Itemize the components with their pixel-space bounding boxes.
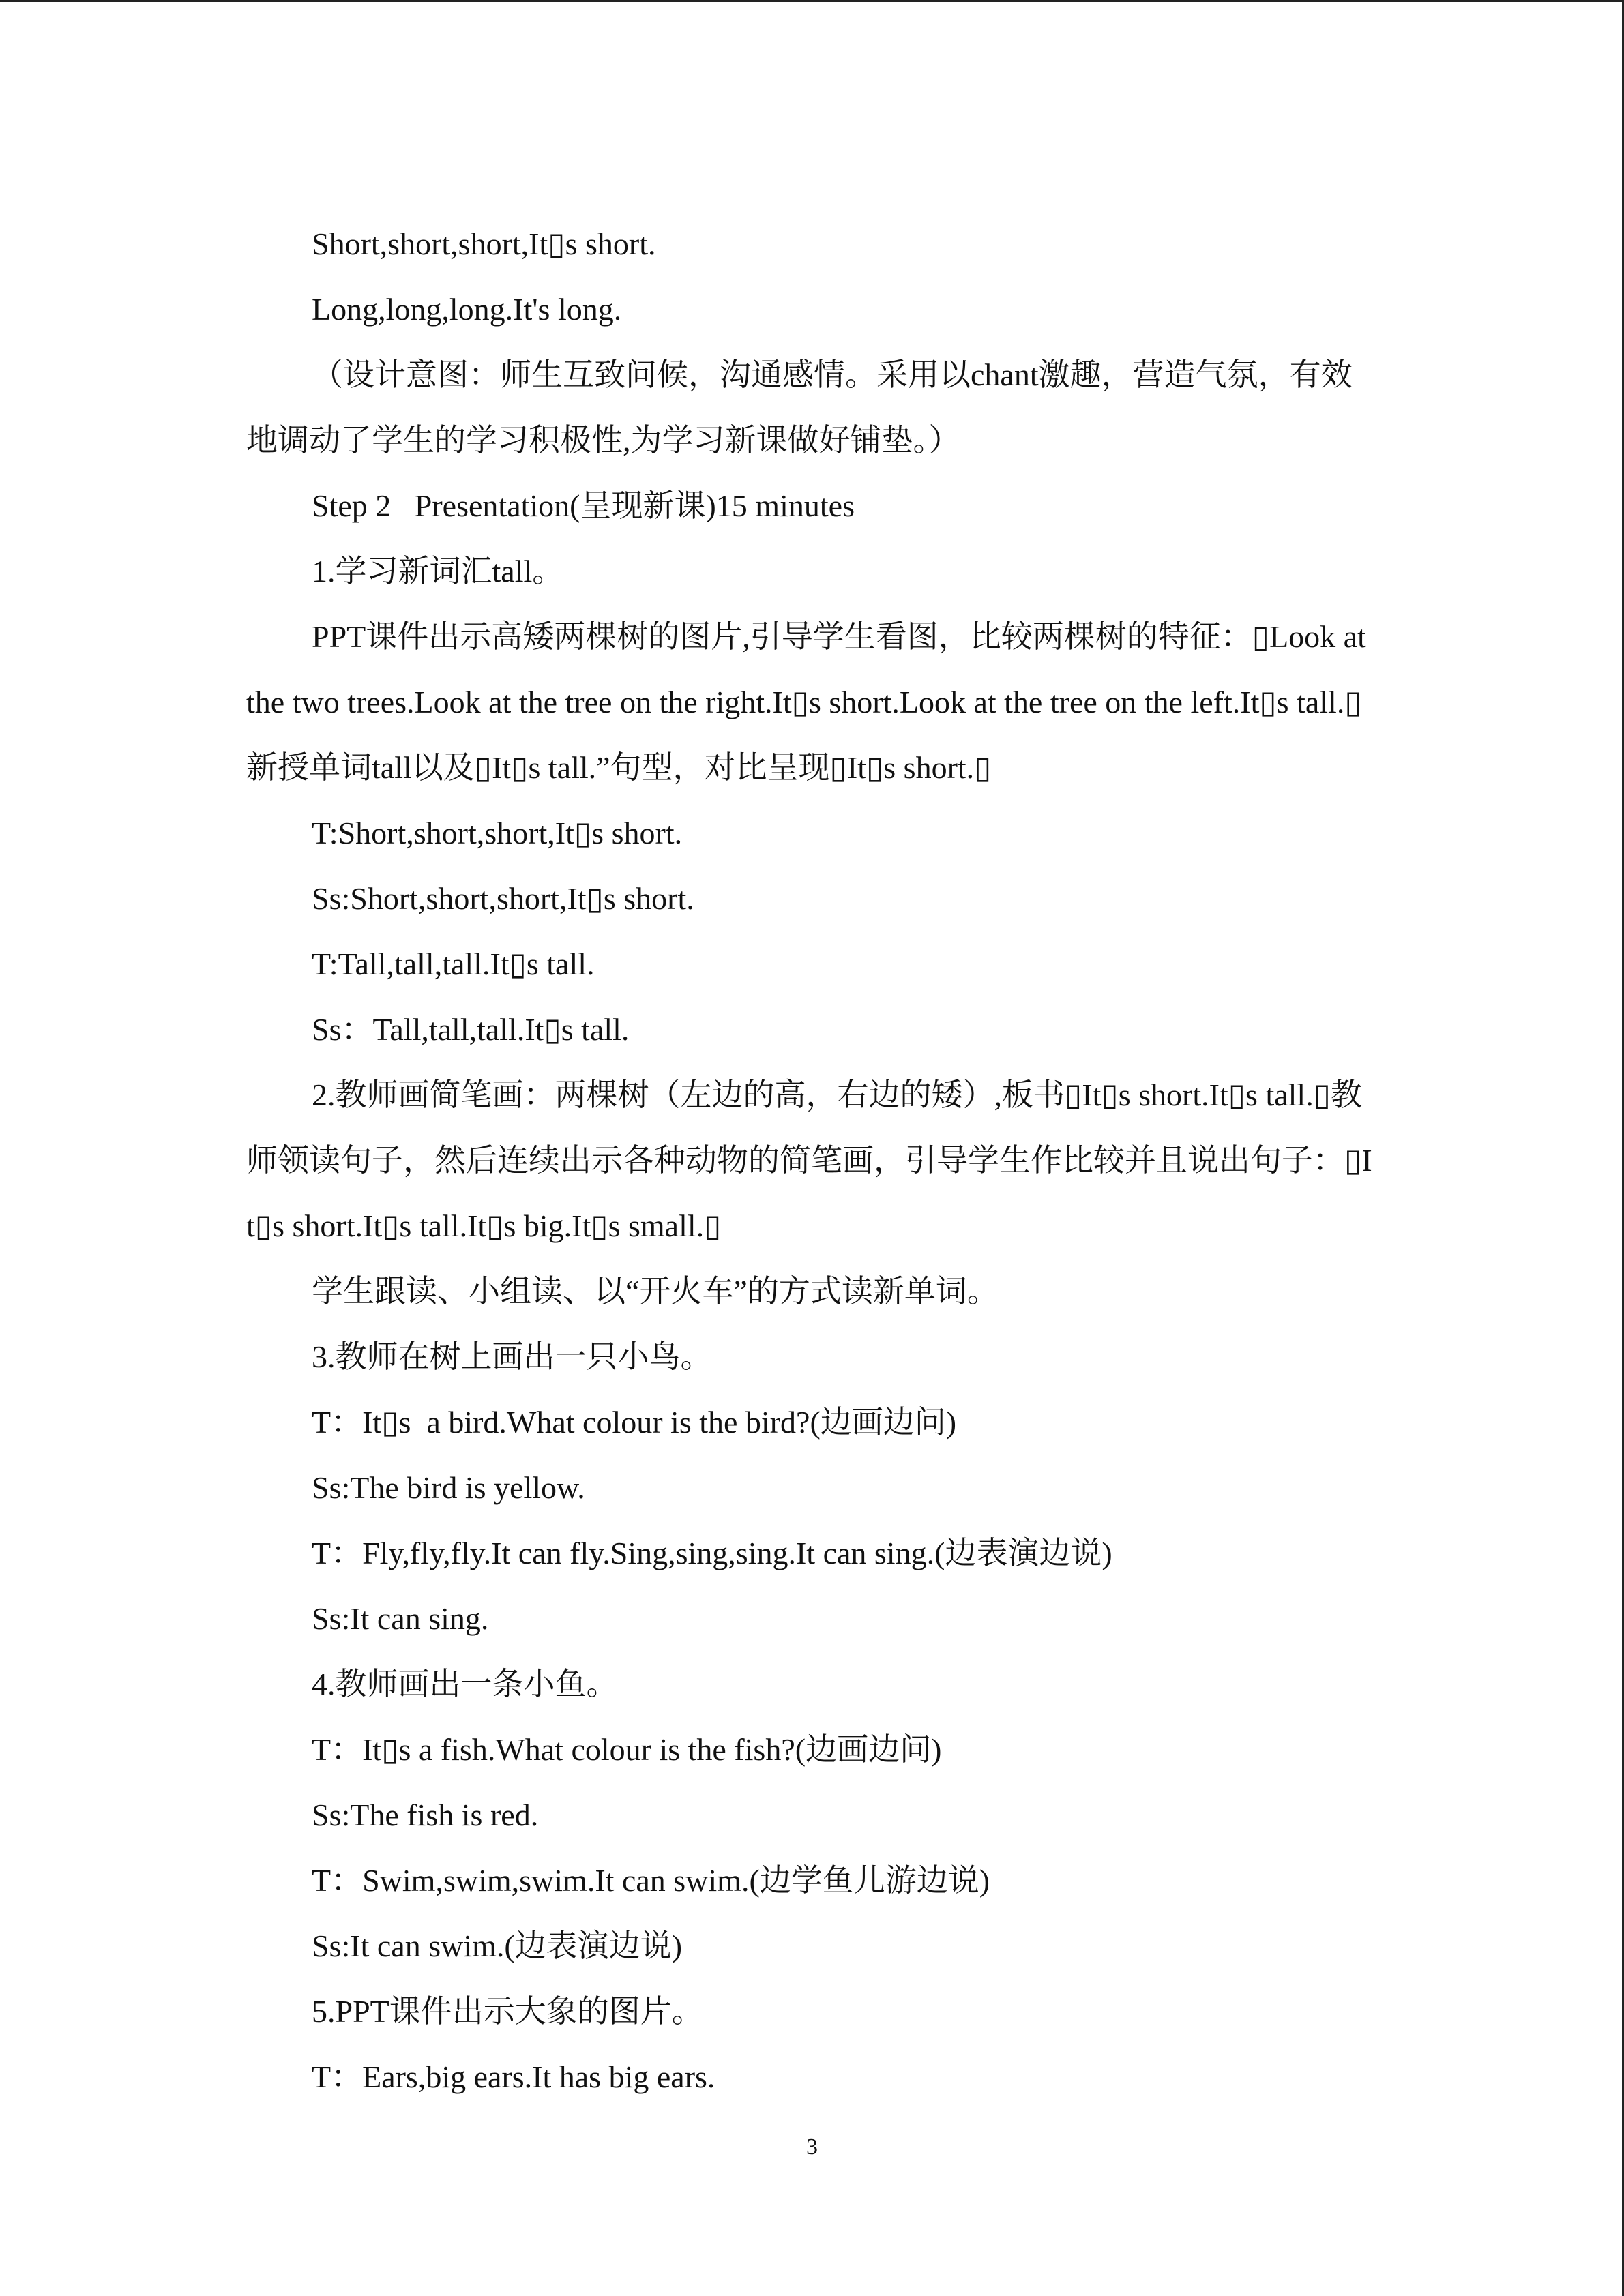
dialogue-line: Ss:Short,short,short,It▯s short. [312, 881, 694, 916]
dialogue-line: Ss:It can sing. [312, 1601, 489, 1636]
dialogue-line: T：Swim,swim,swim.It can swim.(边学鱼儿游边说) [312, 1863, 990, 1898]
dialogue-line: T：It▯s a bird.What colour is the bird?(边画边问) [312, 1405, 957, 1440]
section-1-title: 1.学习新词汇tall。 [312, 554, 564, 588]
chant-line-short: Short,short,short,It▯s short. [312, 226, 656, 261]
document-body [246, 211, 1378, 2110]
dialogue-line: Ss:It can swim.(边表演边说) [312, 1928, 683, 1963]
dialogue-line: Ss:The bird is yellow. [312, 1470, 585, 1505]
dialogue-line: T：Ears,big ears.It has big ears. [312, 2059, 715, 2094]
ppt-description: PPT课件出示高矮两棵树的图片,引导学生看图，比较两棵树的特征：▯Look at the two trees.Look at the tree on the right.It▯s short.Look at the tree on the left.It▯s tall.▯新授单词tall以及▯It▯s tall.”句型，对比呈现▯It▯s short.▯ [246, 619, 1366, 785]
chant-line-long: Long,long,long.It's long. [312, 292, 622, 327]
page-number: 3 [806, 2134, 818, 2160]
reading-activity: 学生跟读、小组读、以“开火车”的方式读新单词。 [312, 1274, 999, 1309]
step-heading: Step 2 Presentation(呈现新课)15 minutes [312, 488, 855, 523]
dialogue-line: T:Short,short,short,It▯s short. [312, 816, 683, 850]
dialogue-line: T：Fly,fly,fly.It can fly.Sing,sing,sing.It can sing.(边表演边说) [312, 1536, 1112, 1570]
section-2-paragraph: 2.教师画简笔画：两棵树（左边的高，右边的矮）,板书▯It▯s short.It▯s tall.▯教师领读句子，然后连续出示各种动物的简笔画，引导学生作比较并且说出句子：▯It▯s short.It▯s tall.It▯s big.It▯s small.▯ [246, 1077, 1372, 1243]
design-intent-note: （设计意图：师生互致问候，沟通感情。采用以chant激趣，营造气氛，有效地调动了学生的学习积极性,为学习新课做好铺垫。） [246, 357, 1353, 458]
section-4-title: 4.教师画出一条小鱼。 [312, 1667, 618, 1701]
dialogue-line: Ss：Tall,tall,tall.It▯s tall. [312, 1012, 630, 1047]
dialogue-line: T：It▯s a fish.What colour is the fish?(边画边问) [312, 1732, 942, 1767]
section-5-title: 5.PPT课件出示大象的图片。 [312, 1994, 703, 2029]
dialogue-line: T:Tall,tall,tall.It▯s tall. [312, 946, 595, 981]
page-border-top [0, 0, 1624, 2]
section-3-title: 3.教师在树上画出一只小鸟。 [312, 1339, 712, 1374]
dialogue-line: Ss:The fish is red. [312, 1798, 539, 1832]
